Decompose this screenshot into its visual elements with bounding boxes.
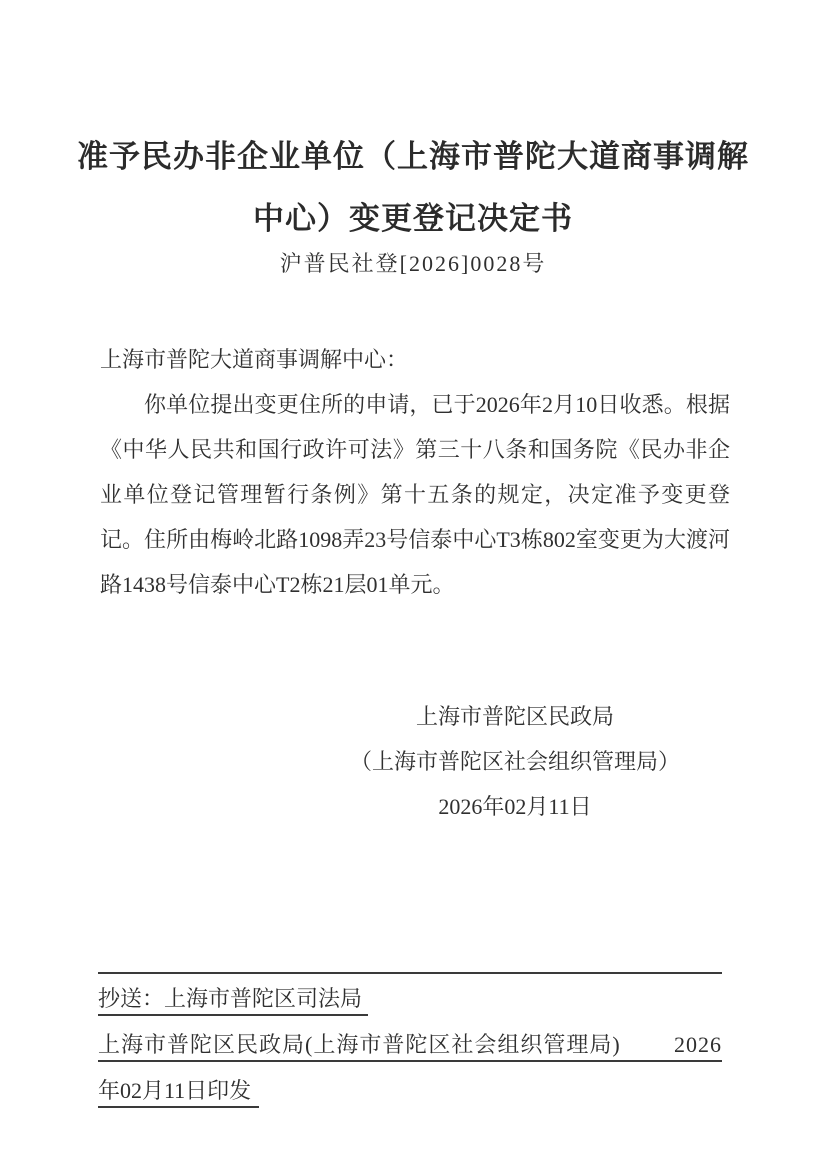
salutation: 上海市普陀大道商事调解中心： bbox=[100, 347, 409, 372]
document-number: 沪普民社登[2026]0028号 bbox=[279, 251, 547, 276]
signature-block bbox=[265, 694, 765, 829]
document-body bbox=[100, 337, 730, 607]
body-paragraph: 你单位提出变更住所的申请，已于2026年2月10日收悉。根据《中华人民共和国行政许可法》第三十八条和国务院《民办非企业单位登记管理暂行条例》第十五条的规定，决定准予变更登记。住所由梅岭北路1098弄23号信泰中心T3栋802室变更为大渡河路1438号信泰中心T2栋21层01单元。 bbox=[100, 392, 730, 597]
signature-date: 2026年02月11日 bbox=[438, 794, 592, 819]
cc-row bbox=[98, 983, 722, 1016]
cc-line: 抄送：上海市普陀区司法局 bbox=[98, 983, 368, 1016]
document-colophon bbox=[98, 972, 722, 1108]
document-title bbox=[0, 126, 826, 250]
issuer-line: 上海市普陀区民政局(上海市普陀区社会组织管理局) bbox=[98, 1032, 621, 1057]
issue-date-line: 年02月11日印发 bbox=[98, 1075, 259, 1108]
signature-authority-alt: （上海市普陀区社会组织管理局） bbox=[349, 749, 680, 774]
document-title-line-2: 中心）变更登记决定书 bbox=[253, 201, 573, 236]
signature-authority: 上海市普陀区民政局 bbox=[415, 704, 614, 729]
issue-date-row bbox=[98, 1075, 722, 1108]
issue-year: 2026 bbox=[674, 1032, 722, 1057]
issuer-row bbox=[98, 1029, 722, 1062]
document-title-line-1: 准予民办非企业单位（上海市普陀大道商事调解 bbox=[77, 139, 749, 174]
